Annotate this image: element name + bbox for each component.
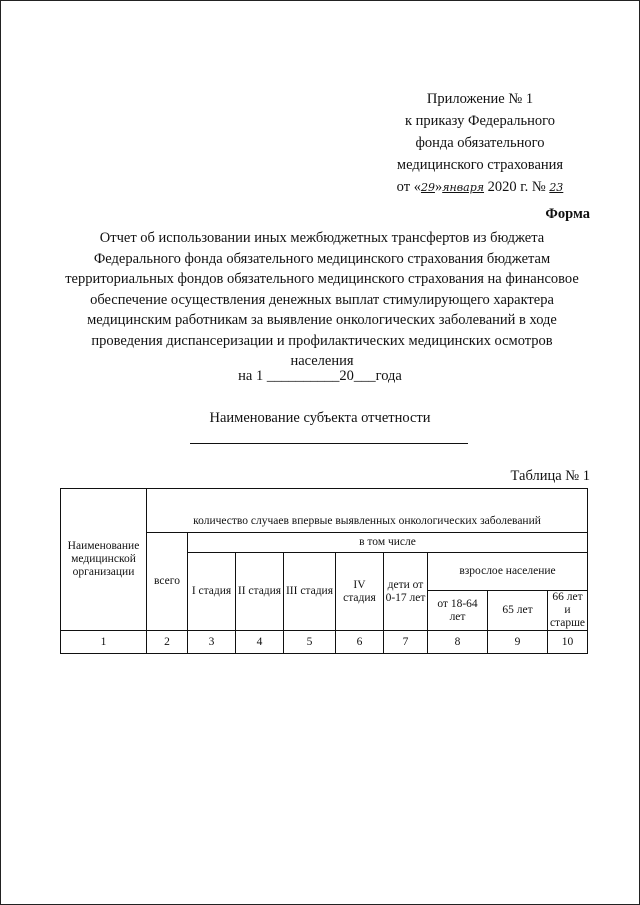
column-number: 7 [384, 631, 428, 654]
column-number: 2 [147, 631, 188, 654]
date-month: января [442, 181, 485, 194]
total-header: всего [147, 533, 188, 631]
report-table [60, 488, 588, 654]
stage3-header: III стадия [284, 553, 336, 631]
report-period: на 1 __________20___года [238, 368, 402, 384]
table-label: Таблица № 1 [510, 468, 590, 484]
subject-label: Наименование субъекта отчетности [209, 410, 431, 426]
column-number: 4 [236, 631, 284, 654]
stage1-header: I стадия [188, 553, 236, 631]
age-18-64-header: от 18-64 лет [428, 591, 488, 631]
column-number: 1 [61, 631, 147, 654]
appendix-line: Приложение № 1 [426, 91, 534, 107]
column-number: 8 [428, 631, 488, 654]
children-header: дети от 0-17 лет [384, 553, 428, 631]
stage4-header: IV стадия [336, 553, 384, 631]
org-name-header: Наименование медицинской организации [61, 489, 147, 631]
appendix-line: медицинского страхования [396, 157, 564, 173]
stage2-header: II стадия [236, 553, 284, 631]
age-65-header: 65 лет [488, 591, 548, 631]
appendix-line: к приказу Федерального [404, 113, 556, 129]
form-label: Форма [545, 206, 590, 222]
date-prefix: от « [396, 179, 421, 195]
column-number: 5 [284, 631, 336, 654]
appendix-block [360, 88, 600, 199]
cases-header: количество случаев впервые выявленных онкологических заболеваний [147, 489, 588, 533]
column-number: 6 [336, 631, 384, 654]
appendix-date-line [360, 176, 600, 199]
date-day: 29 [420, 181, 435, 194]
column-number: 10 [548, 631, 588, 654]
date-year: 2020 г. № [484, 179, 550, 195]
order-number: 23 [549, 181, 564, 194]
column-number: 9 [488, 631, 548, 654]
adults-header: взрослое население [428, 553, 588, 591]
age-66-header: 66 лет и старше [548, 591, 588, 631]
date-mid: » [434, 179, 443, 195]
report-title: Отчет об использовании иных межбюджетных трансфертов из бюджета Федерального фонда обязательного медицинского страхования бюджетам территориальных фондов обязательного медицинского страхования на финансовое обеспечение осуществления денежных выплат стимулирующего характера медицинским работникам за выявление онкологических заболеваний в ходе проведения диспансеризации и профилактических медицинских осмотров населения [65, 230, 579, 369]
column-number: 3 [188, 631, 236, 654]
appendix-line: фонда обязательного [415, 135, 545, 151]
subject-fill-line [190, 443, 468, 444]
including-header: в том числе [188, 533, 588, 553]
